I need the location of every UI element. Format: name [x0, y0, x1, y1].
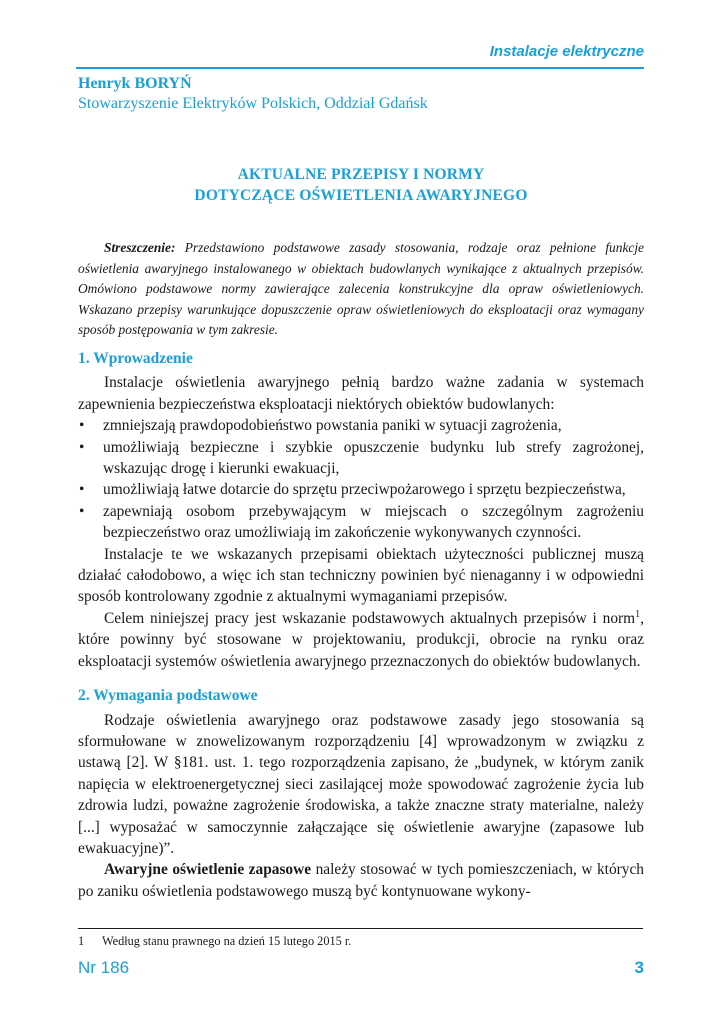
section-2-paragraph-2	[78, 859, 644, 902]
footnote-ref: 1	[635, 608, 641, 620]
section-1-paragraph-2: Instalacje te we wskazanych przepisami obiektach użyteczności publicznej muszą działać całodobowo, a więc ich stan techniczny powinien być nienaganny i w odpowiedni sposób kontrolowany zgodnie z aktualnymi wymaganiami przepisów.	[78, 545, 644, 606]
issue-number: Nr 186	[78, 958, 130, 977]
title-line-2: DOTYCZĄCE OŚWIETLENIA AWARYJNEGO	[194, 187, 528, 204]
footnote-number: 1	[78, 934, 85, 948]
abstract-text: Przedstawiono podstawowe zasady stosowania, rodzaje oraz pełnione funkcje oświetlenia awaryjnego instalowanego w obiektach budowlanych wynikające z aktualnych przepisów. Omówiono podstawowe normy zawierające zalecenia konstrukcyjne dla opraw oświetleniowych. Wskazano przepisy warunkujące dopuszczenie opraw oświetleniowych do eksploatacji oraz wymagany sposób postępowania w tym zakresie.	[78, 240, 644, 337]
para3-text-a: Celem niniejszej pracy jest wskazanie podstawowych aktualnych przepisów i norm	[104, 609, 636, 627]
footnote-rule	[78, 928, 643, 929]
para3-text-b: , które powinny być stosowane w projektowaniu, produkcji, obrocie na rynku oraz eksploatacji systemów oświetlenia awaryjnego przeznaczonych do obiektów budowlanych.	[78, 609, 644, 670]
bullet-item: • zmniejszają prawdopodobieństwo powstania paniki w sytuacji zagrożenia,	[78, 415, 644, 436]
footnote	[78, 934, 351, 949]
section-1-intro: Instalacje oświetlenia awaryjnego pełnią bardzo ważne zadania w systemach zapewnienia bezpieczeństwa eksploatacji niektórych obiektów budowlanych:	[78, 374, 644, 413]
article-title	[78, 164, 644, 206]
author-name: Henryk BORYŃ	[78, 75, 192, 92]
author-affiliation: Stowarzyszenie Elektryków Polskich, Oddział Gdańsk	[78, 95, 428, 112]
abstract-label: Streszczenie:	[104, 240, 176, 255]
page-number: 3	[634, 958, 644, 977]
bullet-item: • umożliwiają łatwe dotarcie do sprzętu przeciwpożarowego i sprzętu bezpieczeństwa,	[78, 479, 644, 500]
running-header: Instalacje elektryczne	[489, 43, 644, 60]
bullet-list	[78, 415, 644, 543]
title-line-1: AKTUALNE PRZEPISY I NORMY	[237, 166, 485, 183]
para2-rest: należy stosować w tych pomieszczeniach, w których po zaniku oświetlenia podstawowego muszą być kontynuowane wykony-	[78, 861, 644, 900]
bullet-item: • zapewniają osobom przebywającym w miejscach o szczególnym zagrożeniu bezpieczeństwo oraz umożliwiają im zakończenie wykonywanych czynności.	[78, 501, 644, 544]
abstract	[78, 238, 644, 341]
bullet-item: • umożliwiają bezpieczne i szybkie opuszczenie budynku lub strefy zagrożonej, wskazując drogę i kierunki ewakuacji,	[78, 437, 644, 480]
emphasis-term: Awaryjne oświetlenie zapasowe	[104, 861, 312, 879]
section-1-heading: 1. Wprowadzenie	[78, 350, 193, 367]
section-1-paragraph-3	[78, 608, 644, 672]
section-2-heading: 2. Wymagania podstawowe	[78, 687, 258, 705]
article-body	[78, 348, 644, 902]
section-2-paragraph-1: Rodzaje oświetlenia awaryjnego oraz podstawowe zasady jego stosowania są sformułowane w znowelizowanym rozporządzeniu [4] wprowadzonym w związku z ustawą [2]. W §181. ust. 1. tego rozporządzenia zapisano, że „budynek, w którym zanik napięcia w elektroenergetycznej sieci zasilającej może spowodować zagrożenie życia lub zdrowia ludzi, poważne zagrożenie środowiska, a także znaczne straty materialne, należy [...] wyposażać w samoczynnie załączające się oświetlenie awaryjne (zapasowe lub ewakuacyjne)”.	[78, 711, 644, 857]
footnote-text: Według stanu prawnego na dzień 15 lutego 2015 r.	[102, 934, 352, 948]
header-rule	[76, 67, 644, 69]
